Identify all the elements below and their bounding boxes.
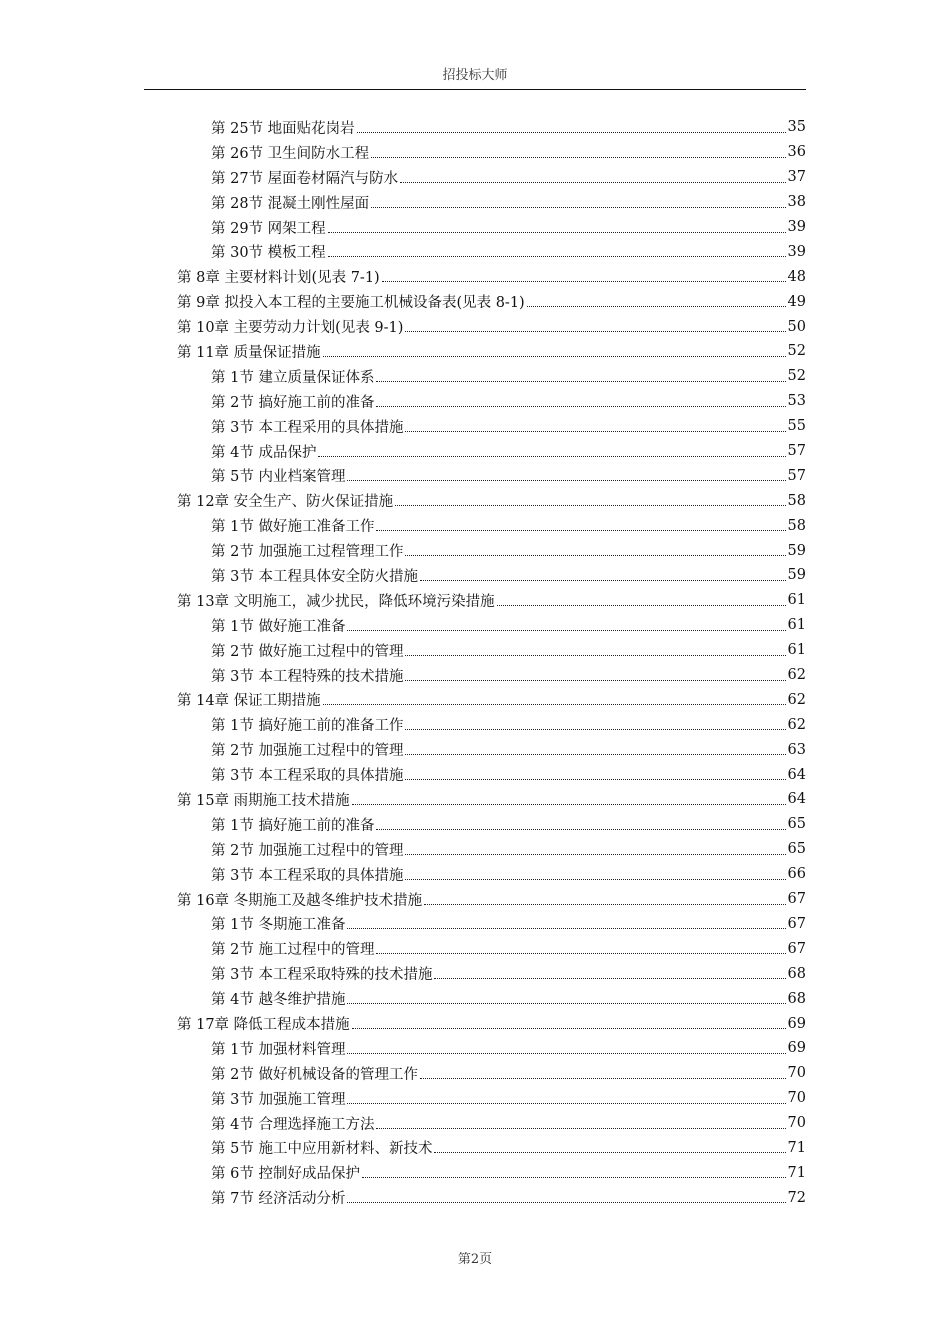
toc-entry-title: 第 17章 降低工程成本措施 bbox=[177, 1017, 350, 1033]
toc-section-entry[interactable] bbox=[211, 364, 806, 389]
toc-entry-title: 第 4节 越冬维护措施 bbox=[211, 992, 346, 1009]
toc-dot-leader bbox=[405, 331, 785, 332]
toc-chapter-entry[interactable] bbox=[177, 1011, 806, 1036]
toc-entry-title: 第 29节 网架工程 bbox=[211, 220, 326, 237]
toc-entry-page-number: 48 bbox=[787, 268, 806, 285]
toc-entry-page-number: 39 bbox=[787, 219, 806, 235]
toc-chapter-entry[interactable] bbox=[177, 488, 806, 513]
toc-entry-title: 第 1节 建立质量保证体系 bbox=[211, 369, 375, 386]
toc-entry-title: 第 2节 做好机械设备的管理工作 bbox=[211, 1066, 418, 1083]
toc-chapter-entry[interactable] bbox=[177, 314, 806, 339]
toc-dot-leader bbox=[405, 779, 785, 780]
page-header bbox=[144, 66, 806, 90]
toc-entry-title: 第 14章 保证工期措施 bbox=[177, 693, 321, 710]
toc-dot-leader bbox=[352, 804, 786, 805]
toc-dot-leader bbox=[362, 1177, 786, 1178]
toc-entry-page-number: 57 bbox=[787, 467, 806, 484]
toc-entry-page-number: 67 bbox=[787, 940, 806, 957]
toc-entry-title: 第 1节 搞好施工前的准备 bbox=[211, 817, 375, 834]
toc-entry-title: 第 26节 卫生间防水工程 bbox=[211, 145, 370, 162]
toc-dot-leader bbox=[376, 953, 785, 954]
toc-section-entry[interactable] bbox=[211, 1185, 806, 1210]
toc-entry-page-number: 68 bbox=[787, 965, 806, 982]
toc-section-entry[interactable] bbox=[211, 1061, 806, 1086]
toc-dot-leader bbox=[382, 281, 786, 282]
toc-section-entry[interactable] bbox=[211, 613, 806, 638]
toc-dot-leader bbox=[328, 256, 786, 257]
toc-dot-leader bbox=[405, 879, 785, 880]
toc-entry-title: 第 2节 加强施工过程中的管理 bbox=[211, 842, 404, 859]
toc-dot-leader bbox=[376, 1128, 785, 1129]
toc-section-entry[interactable] bbox=[211, 140, 806, 165]
toc-entry-title: 第 15章 雨期施工技术措施 bbox=[177, 792, 350, 809]
toc-entry-page-number: 37 bbox=[787, 169, 806, 186]
toc-section-entry[interactable] bbox=[211, 215, 806, 240]
toc-entry-title: 第 3节 加强施工管理 bbox=[211, 1091, 346, 1108]
toc-entry-page-number: 58 bbox=[787, 492, 806, 509]
toc-entry-title: 第 3节 本工程采取特殊的技术措施 bbox=[211, 967, 433, 984]
table-of-contents bbox=[0, 115, 950, 1210]
toc-dot-leader bbox=[434, 1152, 785, 1153]
toc-entry-page-number: 64 bbox=[787, 791, 806, 808]
toc-entry-title: 第 11章 质量保证措施 bbox=[177, 344, 321, 361]
toc-entry-page-number: 68 bbox=[787, 990, 806, 1007]
toc-section-entry[interactable] bbox=[211, 762, 806, 787]
toc-entry-title: 第 2节 加强施工过程管理工作 bbox=[211, 544, 404, 561]
toc-section-entry[interactable] bbox=[211, 389, 806, 414]
toc-dot-leader bbox=[405, 655, 785, 656]
toc-entry-page-number: 71 bbox=[787, 1139, 806, 1156]
toc-entry-page-number: 62 bbox=[787, 667, 806, 684]
toc-chapter-entry[interactable] bbox=[177, 588, 806, 613]
toc-entry-title: 第 1节 冬期施工准备 bbox=[211, 917, 346, 934]
toc-entry-title: 第 8章 主要材料计划(见表 7-1) bbox=[177, 270, 380, 287]
toc-entry-page-number: 67 bbox=[787, 915, 806, 932]
toc-dot-leader bbox=[420, 580, 786, 581]
toc-section-entry[interactable] bbox=[211, 737, 806, 762]
toc-dot-leader bbox=[323, 356, 786, 357]
toc-entry-page-number: 50 bbox=[787, 318, 806, 335]
toc-section-entry[interactable] bbox=[211, 812, 806, 837]
toc-dot-leader bbox=[527, 306, 786, 307]
toc-section-entry[interactable] bbox=[211, 1111, 806, 1136]
toc-section-entry[interactable] bbox=[211, 961, 806, 986]
toc-entry-page-number: 52 bbox=[787, 368, 806, 385]
toc-section-entry[interactable] bbox=[211, 538, 806, 563]
toc-dot-leader bbox=[347, 480, 785, 481]
toc-dot-leader bbox=[347, 928, 785, 929]
toc-entry-page-number: 61 bbox=[787, 617, 806, 634]
toc-entry-page-number: 39 bbox=[787, 243, 806, 260]
toc-entry-page-number: 64 bbox=[787, 766, 806, 783]
toc-section-entry[interactable] bbox=[211, 1086, 806, 1111]
toc-entry-title: 第 10章 主要劳动力计划(见表 9-1) bbox=[177, 320, 404, 337]
page-footer bbox=[0, 1248, 950, 1267]
toc-section-entry[interactable] bbox=[211, 165, 806, 190]
toc-dot-leader bbox=[347, 1053, 785, 1054]
toc-entry-page-number: 57 bbox=[787, 443, 806, 460]
toc-chapter-entry[interactable] bbox=[177, 887, 806, 912]
toc-section-entry[interactable] bbox=[211, 115, 806, 140]
toc-entry-title: 第 9章 拟投入本工程的主要施工机械设备表(见表 8-1) bbox=[177, 295, 525, 312]
toc-entry-page-number: 35 bbox=[787, 119, 806, 136]
toc-chapter-entry[interactable] bbox=[177, 687, 806, 712]
toc-section-entry[interactable] bbox=[211, 1136, 806, 1161]
toc-section-entry[interactable] bbox=[211, 1160, 806, 1185]
toc-dot-leader bbox=[376, 530, 785, 531]
toc-entry-title: 第 7节 经济活动分析 bbox=[211, 1191, 346, 1208]
page-number: 第2页 bbox=[457, 1252, 493, 1267]
toc-entry-page-number: 49 bbox=[787, 293, 806, 310]
header-title: 招投标大师 bbox=[442, 68, 508, 83]
toc-entry-page-number: 59 bbox=[787, 542, 806, 559]
toc-dot-leader bbox=[400, 182, 785, 183]
toc-entry-page-number: 70 bbox=[787, 1115, 806, 1132]
toc-dot-leader bbox=[395, 505, 785, 506]
toc-entry-page-number: 70 bbox=[787, 1090, 806, 1107]
toc-dot-leader bbox=[328, 232, 786, 233]
toc-chapter-entry[interactable] bbox=[177, 787, 806, 812]
toc-dot-leader bbox=[347, 630, 785, 631]
toc-dot-leader bbox=[376, 381, 785, 382]
toc-dot-leader bbox=[347, 1103, 785, 1104]
toc-dot-leader bbox=[352, 1028, 786, 1029]
toc-entry-page-number: 59 bbox=[787, 567, 806, 584]
toc-chapter-entry[interactable] bbox=[177, 264, 806, 289]
toc-entry-page-number: 53 bbox=[787, 393, 806, 410]
toc-entry-page-number: 63 bbox=[787, 741, 806, 758]
toc-section-entry[interactable] bbox=[211, 837, 806, 862]
toc-section-entry[interactable] bbox=[211, 239, 806, 264]
toc-section-entry[interactable] bbox=[211, 663, 806, 688]
toc-entry-title: 第 1节 做好施工准备工作 bbox=[211, 519, 375, 536]
toc-dot-leader bbox=[323, 704, 786, 705]
toc-section-entry[interactable] bbox=[211, 563, 806, 588]
toc-dot-leader bbox=[424, 904, 785, 905]
toc-entry-title: 第 27节 屋面卷材隔汽与防水 bbox=[211, 170, 399, 187]
toc-dot-leader bbox=[318, 456, 785, 457]
toc-entry-title: 第 2节 做好施工过程中的管理 bbox=[211, 643, 404, 660]
toc-entry-title: 第 5节 施工中应用新材料、新技术 bbox=[211, 1141, 433, 1158]
toc-entry-title: 第 3节 本工程采取的具体措施 bbox=[211, 867, 404, 884]
toc-dot-leader bbox=[405, 754, 785, 755]
toc-entry-page-number: 61 bbox=[787, 642, 806, 659]
toc-entry-title: 第 3节 本工程特殊的技术措施 bbox=[211, 668, 404, 685]
toc-section-entry[interactable] bbox=[211, 513, 806, 538]
toc-entry-title: 第 2节 搞好施工前的准备 bbox=[211, 394, 375, 411]
toc-dot-leader bbox=[405, 431, 785, 432]
toc-entry-title: 第 5节 内业档案管理 bbox=[211, 469, 346, 486]
toc-chapter-entry[interactable] bbox=[177, 339, 806, 364]
toc-entry-title: 第 16章 冬期施工及越冬维护技术措施 bbox=[177, 892, 423, 909]
toc-entry-title: 第 6节 控制好成品保护 bbox=[211, 1166, 360, 1183]
toc-dot-leader bbox=[405, 680, 785, 681]
toc-entry-page-number: 38 bbox=[787, 194, 806, 211]
toc-entry-title: 第 4节 合理选择施工方法 bbox=[211, 1116, 375, 1133]
toc-entry-title: 第 1节 做好施工准备 bbox=[211, 618, 346, 635]
toc-section-entry[interactable] bbox=[211, 190, 806, 215]
toc-section-entry[interactable] bbox=[211, 986, 806, 1011]
toc-chapter-entry[interactable] bbox=[177, 289, 806, 314]
toc-entry-title: 第 13章 文明施工，减少扰民，降低环境污染措施 bbox=[177, 593, 495, 610]
toc-entry-page-number: 69 bbox=[787, 1040, 806, 1057]
toc-entry-page-number: 61 bbox=[787, 592, 806, 609]
toc-dot-leader bbox=[347, 1003, 785, 1004]
toc-entry-page-number: 67 bbox=[787, 891, 806, 908]
toc-entry-title: 第 3节 本工程采用的具体措施 bbox=[211, 419, 404, 436]
toc-entry-title: 第 2节 加强施工过程中的管理 bbox=[211, 743, 404, 760]
toc-entry-page-number: 72 bbox=[787, 1189, 806, 1206]
toc-section-entry[interactable] bbox=[211, 414, 806, 439]
toc-dot-leader bbox=[405, 729, 785, 730]
toc-entry-page-number: 70 bbox=[787, 1065, 806, 1082]
toc-entry-title: 第 28节 混凝土刚性屋面 bbox=[211, 195, 370, 212]
toc-entry-title: 第 3节 本工程采取的具体措施 bbox=[211, 768, 404, 785]
toc-entry-title: 第 30节 模板工程 bbox=[211, 245, 326, 262]
toc-entry-page-number: 66 bbox=[787, 866, 806, 883]
toc-section-entry[interactable] bbox=[211, 638, 806, 663]
toc-entry-page-number: 58 bbox=[787, 517, 806, 534]
toc-entry-title: 第 4节 成品保护 bbox=[211, 444, 317, 461]
toc-section-entry[interactable] bbox=[211, 463, 806, 488]
toc-entry-title: 第 1节 搞好施工前的准备工作 bbox=[211, 718, 404, 735]
toc-dot-leader bbox=[497, 605, 786, 606]
toc-entry-page-number: 62 bbox=[787, 691, 806, 708]
toc-entry-page-number: 55 bbox=[787, 418, 806, 435]
toc-dot-leader bbox=[376, 829, 785, 830]
toc-section-entry[interactable] bbox=[211, 862, 806, 887]
toc-dot-leader bbox=[434, 978, 785, 979]
toc-entry-page-number: 69 bbox=[787, 1015, 806, 1032]
toc-dot-leader bbox=[347, 1202, 785, 1203]
toc-section-entry[interactable] bbox=[211, 439, 806, 464]
toc-entry-title: 第 1节 加强材料管理 bbox=[211, 1041, 346, 1058]
toc-entry-title: 第 3节 本工程具体安全防火措施 bbox=[211, 568, 418, 585]
toc-section-entry[interactable] bbox=[211, 1036, 806, 1061]
toc-entry-page-number: 65 bbox=[787, 816, 806, 833]
toc-entry-page-number: 65 bbox=[787, 841, 806, 858]
toc-entry-title: 第 12章 安全生产、防火保证措施 bbox=[177, 494, 394, 511]
toc-dot-leader bbox=[357, 132, 786, 133]
toc-section-entry[interactable] bbox=[211, 912, 806, 937]
toc-entry-page-number: 36 bbox=[787, 144, 806, 161]
toc-dot-leader bbox=[405, 555, 785, 556]
toc-section-entry[interactable] bbox=[211, 936, 806, 961]
toc-entry-title: 第 2节 施工过程中的管理 bbox=[211, 942, 375, 959]
toc-section-entry[interactable] bbox=[211, 712, 806, 737]
toc-entry-page-number: 71 bbox=[787, 1164, 806, 1181]
toc-dot-leader bbox=[405, 854, 785, 855]
toc-dot-leader bbox=[420, 1078, 786, 1079]
toc-entry-page-number: 62 bbox=[787, 716, 806, 733]
toc-dot-leader bbox=[376, 406, 785, 407]
toc-entry-page-number: 52 bbox=[787, 343, 806, 360]
toc-dot-leader bbox=[371, 157, 785, 158]
toc-dot-leader bbox=[371, 207, 785, 208]
toc-entry-title: 第 25节 地面贴花岗岩 bbox=[211, 120, 355, 137]
